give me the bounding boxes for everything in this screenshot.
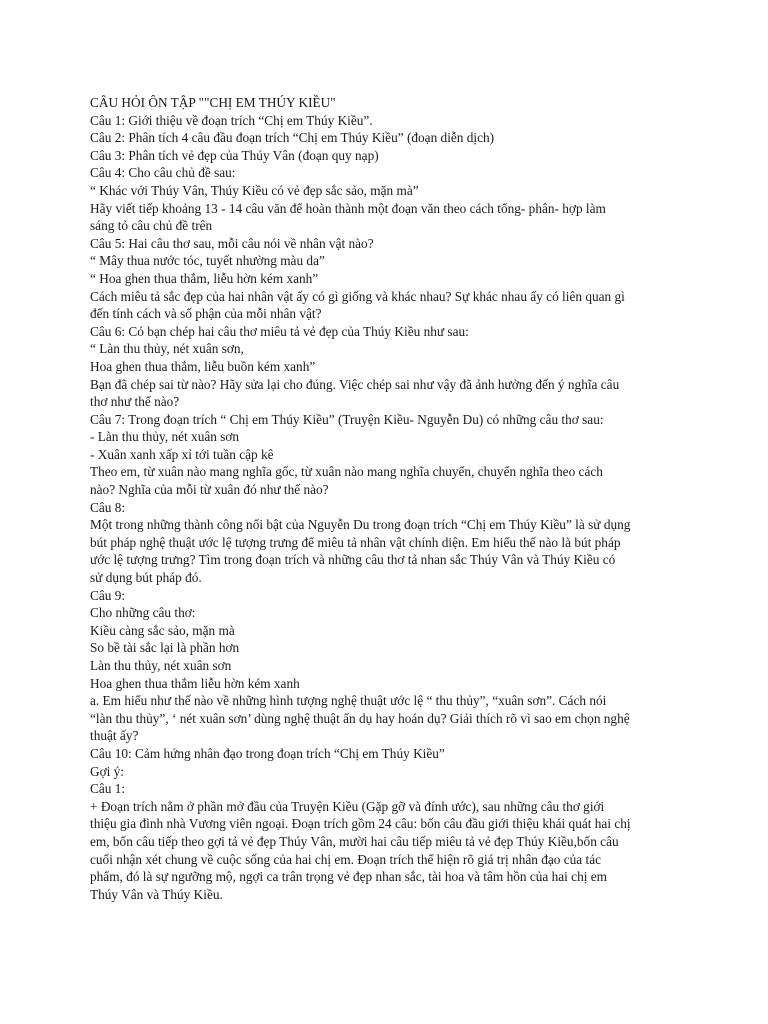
text-line: Cách miêu tả sắc đẹp của hai nhân vật ấy có gì giống và khác nhau? Sự khác nhau ấy có liên quan gì [90,288,625,304]
text-line: thiệu gia đình nhà Vương viên ngoại. Đoạn trích gồm 24 câu: bốn câu đầu giới thiệu khái quát hai chị [90,816,631,832]
text-line: cuối nhận xét chung về cuộc sống của hai chị em. Đoạn trích thể hiện rõ giá trị nhân đạo của tác [90,851,602,867]
text-line: “ Hoa ghen thua thắm, liễu hờn kém xanh” [90,270,319,286]
text-line: Câu 4: Cho câu chủ đề sau: [90,165,236,181]
text-line: Câu 6: Có bạn chép hai câu thơ miêu tả vẻ đẹp của Thúy Kiều như sau: [90,323,469,339]
text-line: thơ như thế nào? [90,394,180,410]
text-line: So bề tài sắc lại là phần hơn [90,640,240,656]
document-title: CÂU HỎI ÔN TẬP ""CHỊ EM THÚY KIỀU" [90,95,336,110]
text-line: - Làn thu thủy, nét xuân sơn [90,429,240,445]
text-line: Một trong những thành công nổi bật của Nguyễn Du trong đoạn trích “Chị em Thúy Kiều” là sử dụng [90,517,631,533]
text-line: Bạn đã chép sai từ nào? Hãy sửa lại cho đúng. Việc chép sai như vậy đã ảnh hưởng đến ý nghĩa câu [90,376,620,392]
text-line: a. Em hiểu như thế nào về những hình tượng nghệ thuật ước lệ “ thu thủy”, “xuân sơn”. Cách nói [90,693,607,709]
text-line: Cho những câu thơ: [90,605,196,621]
text-line: nào? Nghĩa của mỗi từ xuân đó như thế nào? [90,482,329,498]
text-line: “ Mây thua nước tóc, tuyết nhường màu da” [90,253,325,269]
text-line: Theo em, từ xuân nào mang nghĩa gốc, từ xuân nào mang nghĩa chuyển, chuyển nghĩa theo cách [90,464,603,480]
text-line: “ Khác với Thúy Vân, Thúy Kiều có vẻ đẹp sắc sảo, mặn mà” [90,182,419,198]
text-line: Câu 7: Trong đoạn trích “ Chị em Thúy Kiều” (Truyện Kiều- Nguyễn Du) có những câu thơ sau: [90,411,604,427]
text-line: - Xuân xanh xấp xỉ tới tuần cập kê [90,446,274,462]
text-line: sáng tỏ câu chủ đề trên [90,218,213,234]
text-line: Câu 9: [90,587,126,603]
text-line: “làn thu thủy”, ‘ nét xuân sơn’ dùng nghệ thuật ẩn dụ hay hoán dụ? Giải thích rõ vì sao em chọn nghệ [90,710,630,726]
text-line: Câu 1: Giới thiệu về đoạn trích “Chị em Thúy Kiều”. [90,112,373,128]
text-line: “ Làn thu thủy, nét xuân sơn, [90,341,244,357]
text-line: bút pháp nghệ thuật ước lệ tượng trưng để miêu tả nhân vật chính diện. Em hiểu thế nào là bút pháp [90,534,621,550]
text-line: đến tính cách và số phận của mỗi nhân vật? [90,306,322,322]
text-line: sử dụng bút pháp đó. [90,570,202,586]
text-line: Câu 5: Hai câu thơ sau, mỗi câu nói về nhân vật nào? [90,235,374,251]
text-line: Câu 1: [90,781,126,797]
text-line: Câu 10: Cảm hứng nhân đạo trong đoạn trích “Chị em Thúy Kiều” [90,745,445,761]
text-line: phẩm, đó là sự ngưỡng mộ, ngợi ca trân trọng vẻ đẹp nhan sắc, tài hoa và tâm hồn của hai chị em [90,869,607,885]
text-line: Hoa ghen thua thắm, liễu buồn kém xanh” [90,358,316,374]
text-line: Hoa ghen thua thắm liễu hờn kém xanh [90,675,300,691]
text-line: + Đoạn trích nằm ở phần mở đầu của Truyện Kiều (Gặp gỡ và đính ước), sau những câu thơ giới [90,798,605,814]
text-line: Câu 8: [90,499,126,515]
text-line: Câu 2: Phân tích 4 câu đầu đoạn trích “Chị em Thúy Kiều” (đoạn diễn dịch) [90,130,495,146]
text-line: Thúy Vân và Thúy Kiều. [90,886,223,902]
document-body [90,94,690,903]
text-line: Kiều càng sắc sảo, mặn mà [90,622,235,638]
text-line: Làn thu thủy, nét xuân sơn [90,658,232,673]
text-line: Hãy viết tiếp khoảng 13 - 14 câu văn để hoàn thành một đoạn văn theo cách tổng- phân- hợp làm [90,200,606,216]
text-line: ước lệ tượng trưng? Tìm trong đoạn trích và những câu thơ tả nhan sắc Thúy Vân và Thúy Kiều có [90,552,616,568]
text-line: Câu 3: Phân tích vẻ đẹp của Thúy Vân (đoạn quy nạp) [90,147,379,163]
text-line: Gợi ý: [90,763,124,779]
text-line: em, bốn câu tiếp theo gợi tả vẻ đẹp Thúy Vân, mười hai câu tiếp miêu tả vẻ đẹp Thúy Kiều,bốn câu [90,833,619,849]
text-line: thuật ấy? [90,728,139,744]
